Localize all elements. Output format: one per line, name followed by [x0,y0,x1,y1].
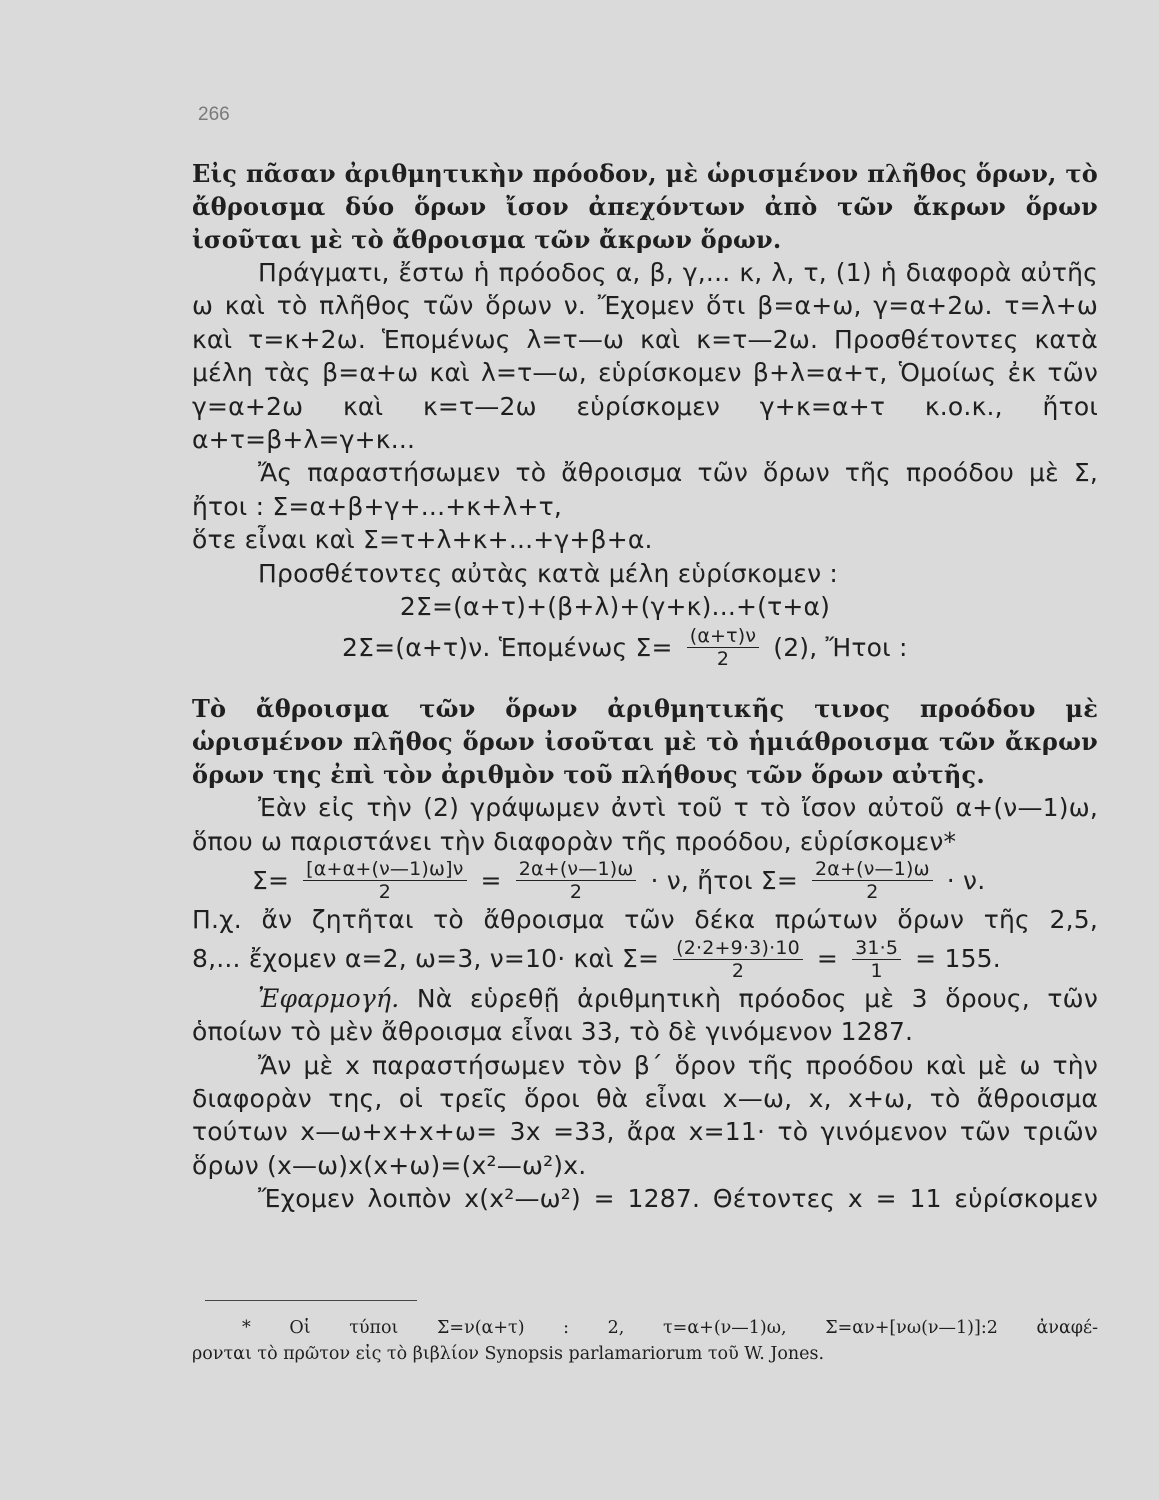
equation-3-middle: · ν, ἤτοι Σ= [650,866,798,896]
footnote-line-2: ρονται τὸ πρῶτον εἰς τὸ βιβλίον Synopsis parlamariorum τοῦ W. Jones. [192,1344,825,1364]
last-paragraph: Ἔχομεν λοιπὸν x(x²—ω²) = 1287. Θέτοντες x = 11 εὑρίσκομεν [258,1184,1098,1214]
fraction-denominator: 2 [866,881,879,904]
equation-2-fraction [687,625,760,670]
equation-2-right: (2), Ἤτοι : [773,633,908,663]
equation-3 [192,858,1098,903]
footnote-rule [205,1300,417,1301]
equation-2 [192,625,1098,670]
example-pre: 8,... ἔχομεν α=2, ω=3, ν=10· καὶ Σ= [192,944,660,974]
example-line-1: Π.χ. ἄν ζητῆται τὸ ἄθροισμα τῶν δέκα πρώτων ὅρων τῆς 2,5, [192,905,1098,935]
fraction-denominator: 2 [569,881,583,904]
page-number: 266 [198,104,230,125]
example-fraction-1 [673,937,803,982]
fraction-numerator: [α+α+(ν—1)ω]ν [303,858,466,881]
theorem-2: Τὸ ἄθροισμα τῶν ὅρων ἀριθμητικῆς τινος προόδου μὲ ὡρισμένον πλῆθος ὅρων ἰσοῦται μὲ τὸ ἡμιάθροισμα τῶν ἄκρων ὅρων της ἐπὶ τὸν ἀριθμὸν τοῦ πλήθους τῶν ὅρων αὐτῆς. [192,694,1098,790]
fraction-denominator: 2 [731,959,745,982]
main-text [192,157,1098,1216]
footnote [192,1315,1098,1367]
equation-1-text: 2Σ=(α+τ)+(β+λ)+(γ+κ)...+(τ+α) [399,592,831,622]
equation-2-left: 2Σ=(α+τ)ν. Ἑπομένως Σ= [342,633,673,663]
application-paragraph [192,982,1098,1049]
proof-paragraph: Πράγματι, ἔστω ἡ πρόοδος α, β, γ,... κ, λ, τ, (1) ἡ διαφορὰ αὐτῆς ω καὶ τὸ πλῆθος τῶν ὅρων ν. Ἔχομεν ὅτι β=α+ω, γ=α+2ω. τ=λ+ω καὶ τ=κ+2ω. Ἑπομένως λ=τ—ω καὶ κ=τ—2ω. Προσθέτοντες κατὰ μέλη τὰς β=α+ω καὶ λ=τ—ω, εὑρίσκομεν β+λ=α+τ, Ὁμοίως ἐκ τῶν γ=α+2ω καὶ κ=τ—2ω εὑρίσκομεν γ+κ=α+τ κ.ο.κ., ἤτοι α+τ=β+λ=γ+κ... [192,258,1098,455]
equals-sign: = [480,866,502,896]
example-fraction-2 [852,937,901,982]
sum-definition: Ἄς παραστήσωμεν τὸ ἄθροισμα τῶν ὅρων τῆς προόδου μὲ Σ, ἤτοι : Σ=α+β+γ+...+κ+λ+τ, [192,458,1098,521]
adding-sentence: Προσθέτοντες αὐτὰς κατὰ μέλη εὑρίσκομεν : [258,558,839,588]
example-equation [192,937,1098,982]
equation-3-fraction-1 [303,858,466,903]
fraction-numerator: (α+τ)ν [687,625,760,648]
application-text: Νὰ εὑρεθῇ ἀριθμητικὴ πρόοδος μὲ 3 ὅρους, τῶν ὁποίων τὸ μὲν ἄθροισμα εἶναι 33, τὸ δὲ γινόμενον 1287. [192,983,1098,1047]
solution-paragraph: Ἄν μὲ x παραστήσωμεν τὸν β΄ ὅρον τῆς προόδου καὶ μὲ ω τὴν διαφορὰν της, οἱ τρεῖς ὅροι θὰ εἶναι x—ω, x, x+ω, τὸ ἄθροισμα τούτων x—ω+x+x+ω= 3x =33, ἄρα x=11· τὸ γινόμενον τῶν τριῶν ὅρων (x—ω)x(x+ω)=(x²—ω²)x. [192,1050,1098,1180]
fraction-numerator: 2α+(ν—1)ω [812,858,933,881]
fraction-numerator: 31·5 [852,937,901,960]
sum-reversed: ὅτε εἶναι καὶ Σ=τ+λ+κ+...+γ+β+α. [192,525,653,555]
fraction-denominator: 2 [716,648,730,671]
footnote-line-1: * Οἱ τύποι Σ=ν(α+τ) : 2, τ=α+(ν—1)ω, Σ=αν+[νω(ν—1)]:2 ἀναφέ- [242,1318,1098,1338]
equation-3-fraction-2 [516,858,637,903]
fraction-denominator: 2 [378,881,391,904]
example-result: = 155. [915,944,1001,974]
theorem-1: Εἰς πᾶσαν ἀριθμητικὴν πρόοδον, μὲ ὡρισμένον πλῆθος ὅρων, τὸ ἄθροισμα δύο ὅρων ἴσον ἀπεχόντων ἀπὸ τῶν ἄκρων ὅρων ἰσοῦται μὲ τὸ ἄθροισμα τῶν ἄκρων ὅρων. [192,159,1098,254]
fraction-numerator: (2·2+9·3)·10 [673,937,803,960]
substitution-paragraph: Ἐὰν εἰς τὴν (2) γράψωμεν ἀντὶ τοῦ τ τὸ ἴσον αὐτοῦ α+(ν—1)ω, ὅπου ω παριστάνει τὴν διαφορὰν τῆς προόδου, εὑρίσκομεν* [192,793,1098,856]
equals-sign: = [816,944,839,974]
fraction-numerator: 2α+(ν—1)ω [516,858,637,881]
application-title: Ἐφαρμογή. [258,983,400,1013]
equation-3-sigma: Σ= [252,866,290,896]
equation-1 [192,590,1098,623]
fraction-denominator: 1 [870,959,883,982]
equation-3-fraction-3 [812,858,933,903]
equation-3-end: · ν. [946,866,986,896]
